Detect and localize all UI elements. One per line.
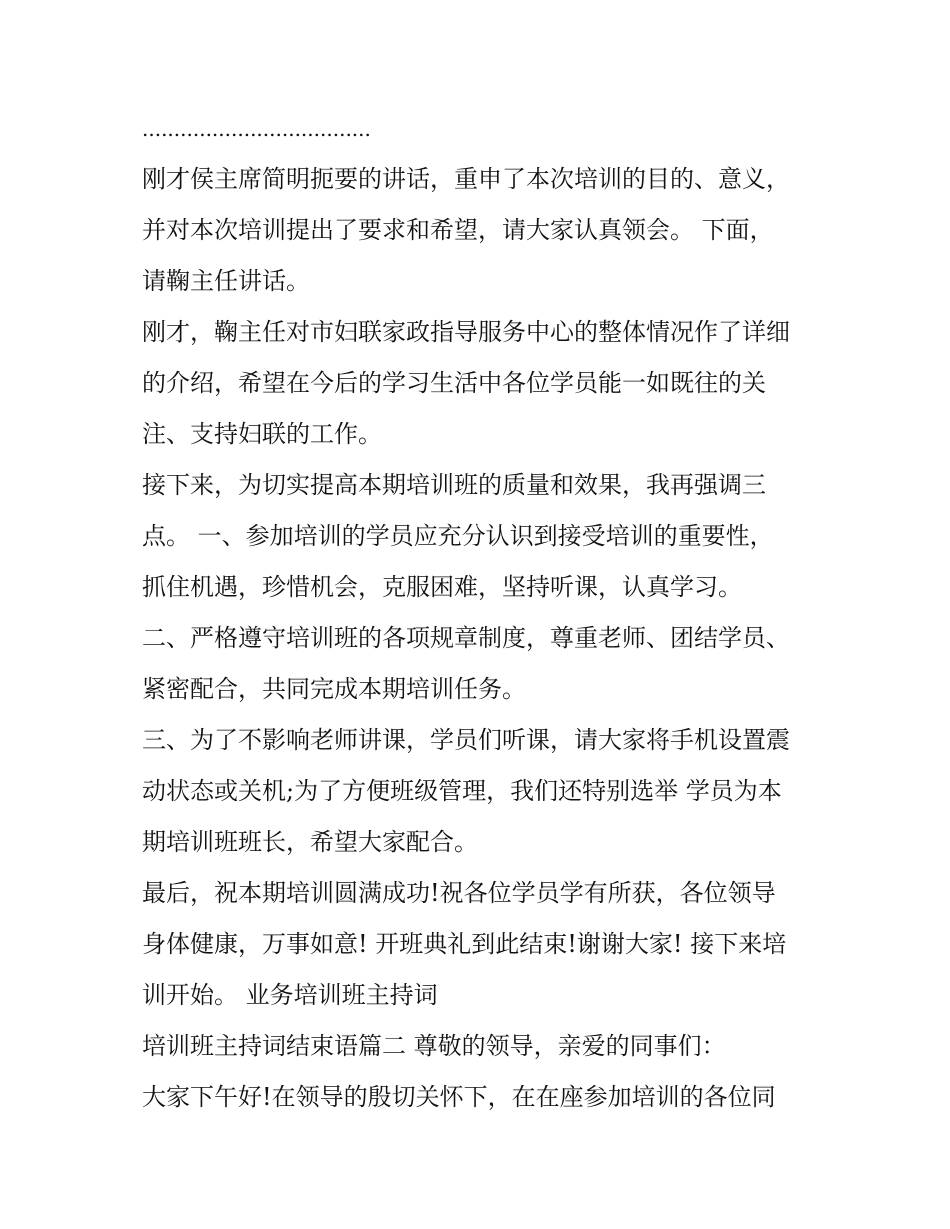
text-line-8: 点。 一、参加培训的学员应充分认识到接受培训的重要性， — [142, 522, 774, 550]
text-line-10: 二、严格遵守培训班的各项规章制度，尊重老师、团结学员、 — [142, 624, 790, 652]
text-line-5: 的介绍，希望在今后的学习生活中各位学员能一如既往的关 — [142, 369, 766, 397]
text-line-2: 并对本次培训提出了要求和希望，请大家认真领会。 下面， — [142, 216, 774, 244]
text-line-19: 大家下午好!在领导的殷切关怀下，在在座参加培训的各位同 — [142, 1083, 776, 1111]
text-line-14: 期培训班班长，希望大家配合。 — [142, 828, 478, 856]
text-line-1: 刚才侯主席简明扼要的讲话，重申了本次培训的目的、意义， — [142, 165, 790, 193]
document-body — [142, 154, 822, 1123]
text-line-12: 三、为了不影响老师讲课，学员们听课，请大家将手机设置震 — [142, 726, 790, 754]
text-line-18: 培训班主持词结束语篇二 尊敬的领导，亲爱的同事们： — [142, 1032, 726, 1060]
text-line-11: 紧密配合，共同完成本期培训任务。 — [142, 675, 526, 703]
text-line-6: 注、支持妇联的工作。 — [142, 420, 382, 448]
text-line-9: 抓住机遇，珍惜机会，克服困难，坚持听课，认真学习。 — [142, 573, 742, 601]
text-line-7: 接下来，为切实提高本期培训班的质量和效果，我再强调三 — [142, 471, 766, 499]
dotted-leader: .................................... — [142, 117, 371, 141]
text-line-13: 动状态或关机;为了方便班级管理，我们还特别选举 学员为本 — [142, 777, 782, 805]
text-line-17: 训开始。 业务培训班主持词 — [142, 981, 438, 1009]
text-line-4: 刚才，鞠主任对市妇联家政指导服务中心的整体情况作了详细 — [142, 318, 790, 346]
text-line-3: 请鞠主任讲话。 — [142, 267, 310, 295]
text-line-15: 最后，祝本期培训圆满成功!祝各位学员学有所获，各位领导 — [142, 879, 776, 907]
text-line-16: 身体健康，万事如意! 开班典礼到此结束!谢谢大家! 接下来培 — [142, 930, 787, 958]
